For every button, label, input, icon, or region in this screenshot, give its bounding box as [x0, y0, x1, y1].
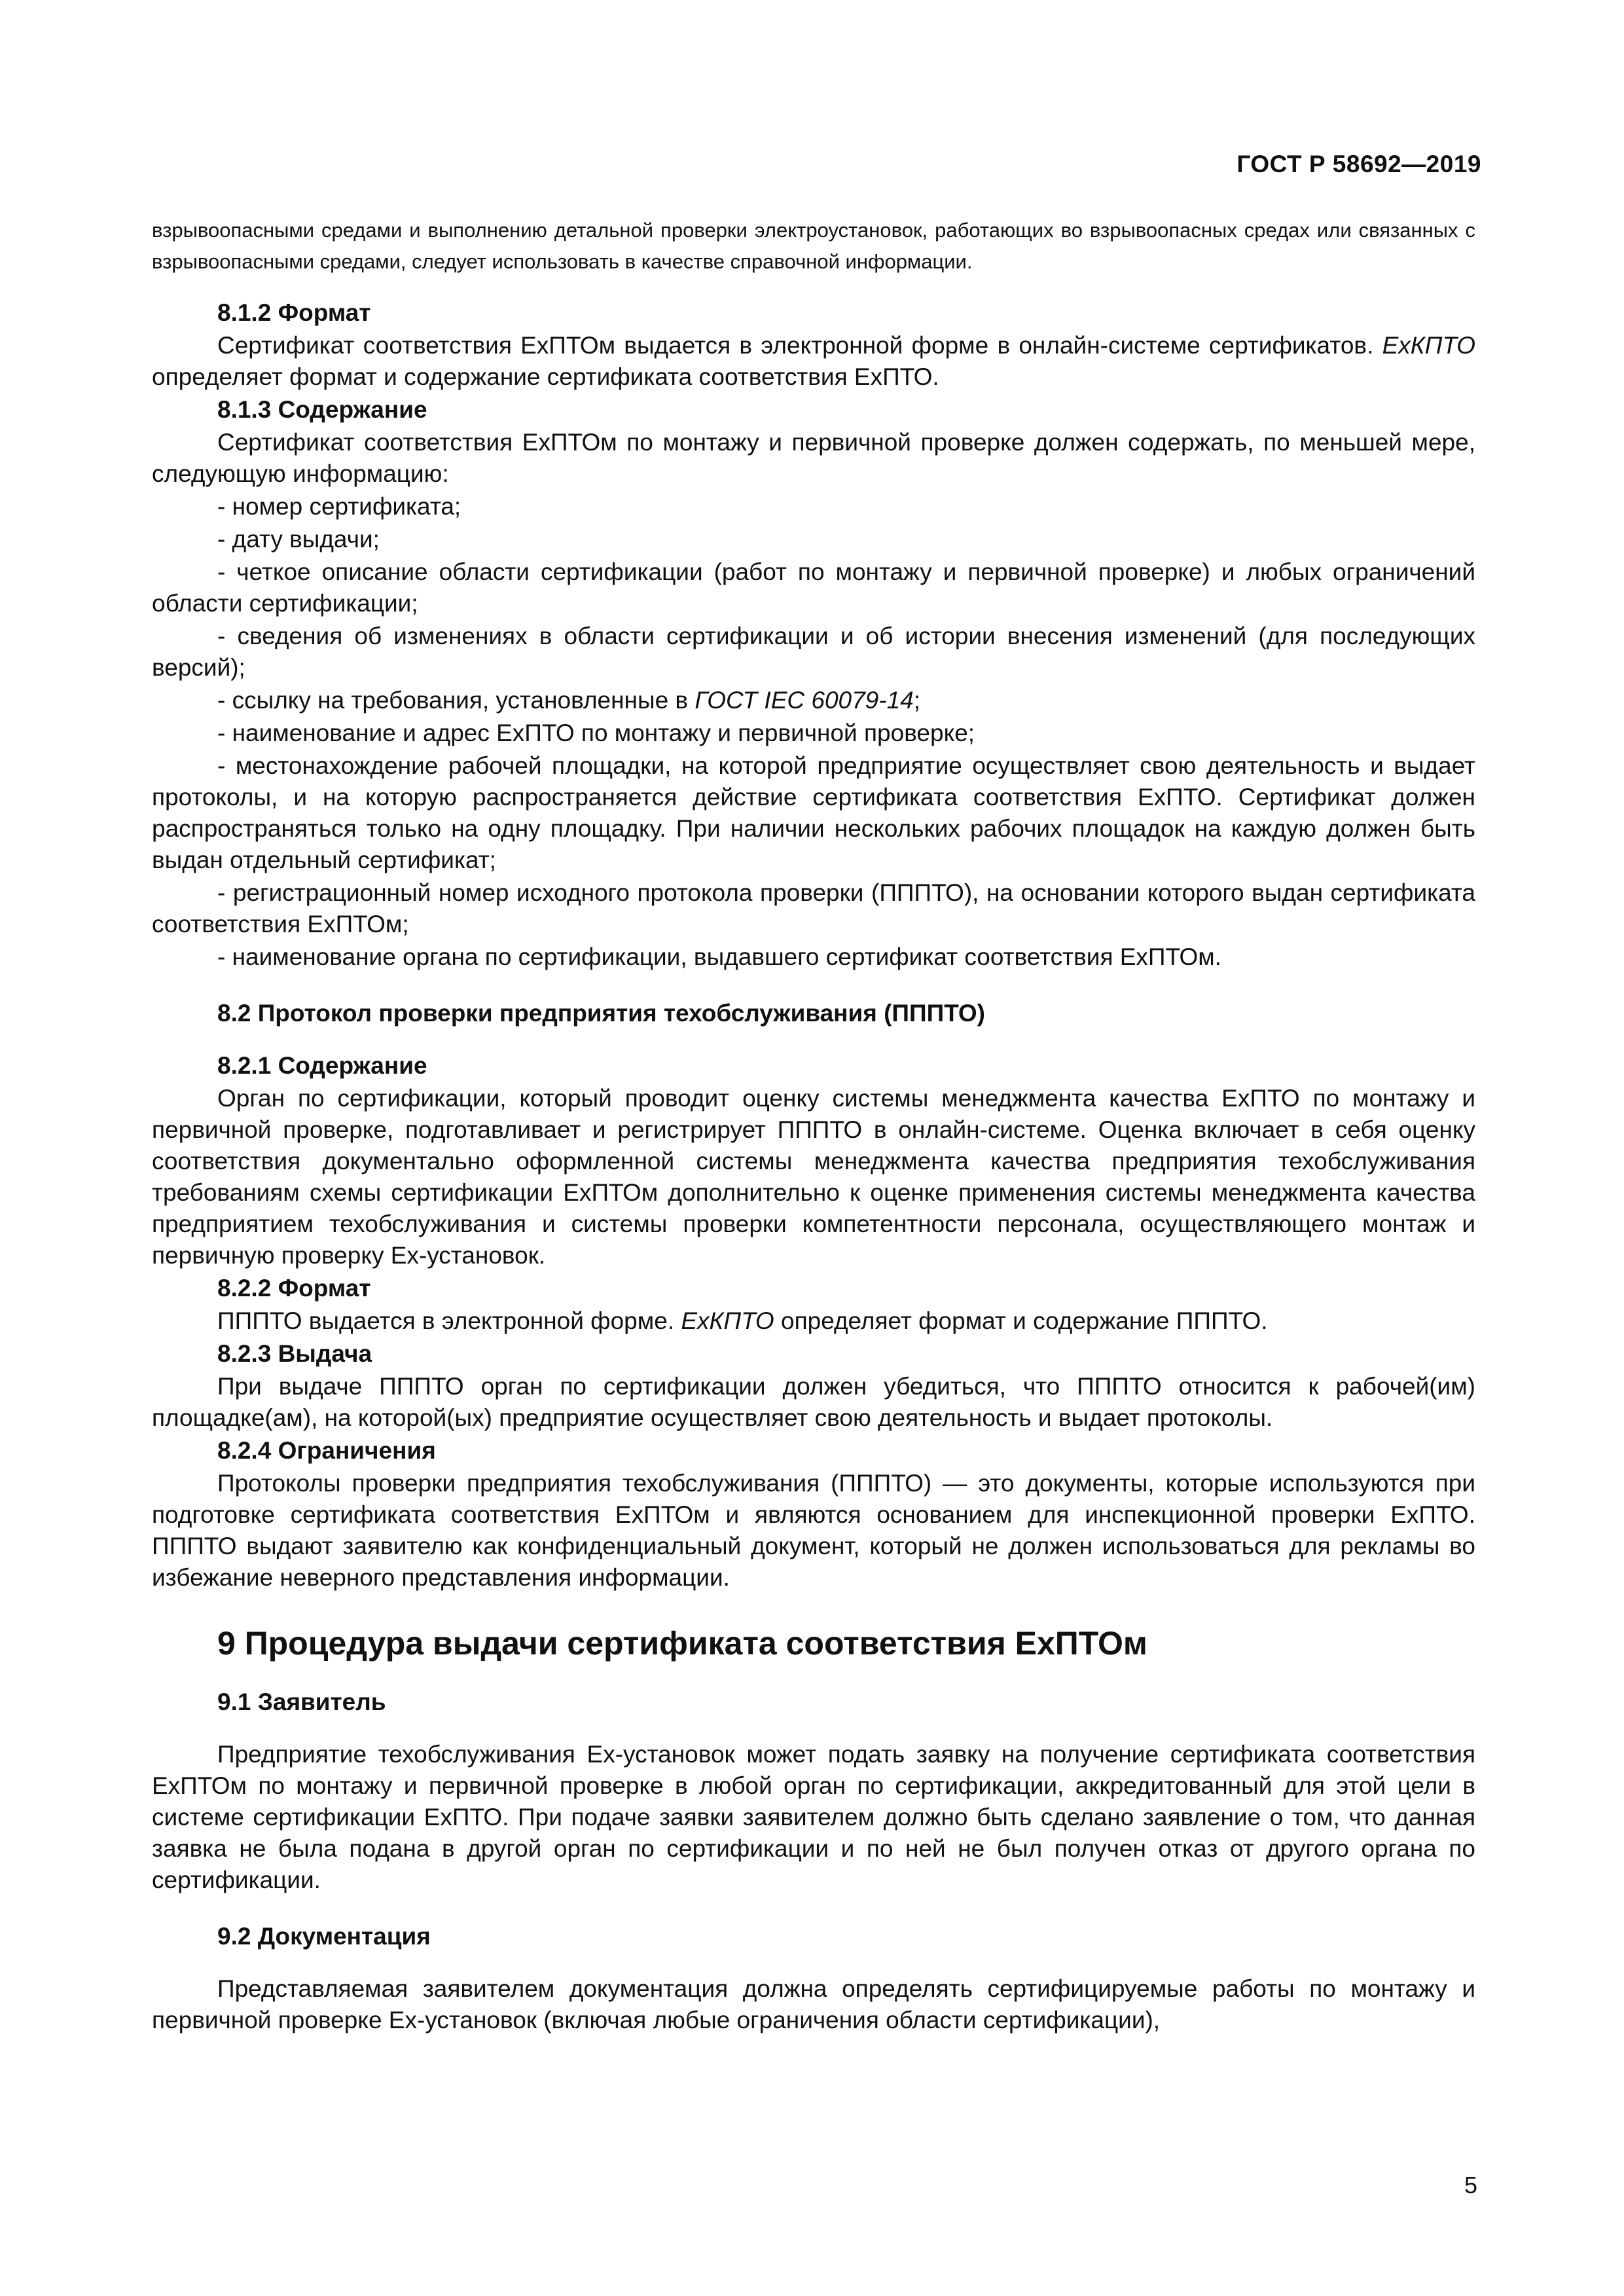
- heading-8-2-3: 8.2.3 Выдача: [217, 1340, 372, 1367]
- list-item: - четкое описание области сертификации (работ по монтажу и первичной проверке) и любых ограничений области сертификации;: [152, 558, 1475, 617]
- paragraph-8-1-3-intro: Сертификат соответствия ExПТОм по монтажу и первичной проверке должен содержать, по меньшей мере, следующую информацию:: [152, 429, 1475, 487]
- paragraph-8-2-3: При выдаче ПППТО орган по сертификации должен убедиться, что ПППТО относится к рабочей(им) площадке(ам), на которой(ых) предприятие осуществляет свою деятельность и выдает протоколы.: [152, 1373, 1475, 1431]
- paragraph-9-2: Представляемая заявителем документация должна определять сертифицируемые работы по монтажу и первичной проверке Ex-установок (включая любые ограничения области сертификации),: [152, 1975, 1475, 2033]
- continuation-paragraph: взрывоопасными средами и выполнению детальной проверки электроустановок, работающих во взрывоопасных средах или связанных с взрывоопасными средами, следует использовать в качестве справочной информации.: [152, 219, 1475, 273]
- list-item: - ссылку на требования, установленные в ГОСТ IEC 60079-14;: [217, 687, 921, 714]
- heading-9-2: 9.2 Документация: [217, 1923, 431, 1950]
- page-number: 5: [1464, 2172, 1477, 2198]
- list-item: - номер сертификата;: [217, 493, 461, 520]
- paragraph-9-1: Предприятие техобслуживания Ex-установок может подать заявку на получение сертификата соответствия ExПТОм по монтажу и первичной проверке в любой орган по сертификации, аккредитованный для этой цели в системе сертификации ExПТО. При подаче заявки заявителем должно быть сделано заявление о том, что данная заявка не была подана в другой орган по сертификации и по ней не был получен отказ от другого органа по сертификации.: [152, 1741, 1475, 1893]
- list-item: - регистрационный номер исходного протокола проверки (ПППТО), на основании которого выдан сертификата соответствия ExПТОм;: [152, 879, 1475, 938]
- paragraph-8-2-4: Протоколы проверки предприятия техобслуживания (ПППТО) — это документы, которые используются при подготовке сертификата соответствия ExПТОм и являются основанием для инспекционной проверки ExПТО. ПППТО выдают заявителю как конфиденциальный документ, который не должен использоваться для рекламы во избежание неверного представления информации.: [152, 1470, 1475, 1591]
- heading-8-2: 8.2 Протокол проверки предприятия техобслуживания (ПППТО): [217, 1000, 985, 1027]
- heading-9-1: 9.1 Заявитель: [217, 1688, 386, 1715]
- paragraph-8-2-1: Орган по сертификации, который проводит оценку системы менеджмента качества ExПТО по монтажу и первичной проверке, подготавливает и регистрирует ПППТО в онлайн-системе. Оценка включает в себя оценку соответствия документально оформленной системы менеджмента качества предприятия техобслуживания требованиям схемы сертификации ExПТОм дополнительно к оценке применения системы менеджмента качества предприятием техобслуживания и системы проверки компетентности персонала, осуществляющего монтаж и первичную проверку Ex-установок.: [152, 1085, 1475, 1269]
- paragraph-8-2-2: ПППТО выдается в электронной форме. ExКПТО определяет формат и содержание ПППТО.: [217, 1307, 1268, 1334]
- heading-8-2-2: 8.2.2 Формат: [217, 1275, 371, 1302]
- heading-8-2-1: 8.2.1 Содержание: [217, 1052, 427, 1079]
- reference-gost-iec: ГОСТ IEC 60079-14: [695, 687, 914, 714]
- list-item: - сведения об изменениях в области сертификации и об истории внесения изменений (для последующих версий);: [152, 623, 1475, 681]
- section-heading-9: 9 Процедура выдачи сертификата соответствия ExПТОм: [217, 1625, 1147, 1662]
- page-body: [152, 215, 1475, 2037]
- list-item: - наименование органа по сертификации, выдавшего сертификат соответствия ExПТОм.: [217, 943, 1221, 970]
- list-item: - местонахождение рабочей площадки, на которой предприятие осуществляет свою деятельность и выдает протоколы, и на которую распространяется действие сертификата соответствия ExПТО. Сертификат должен распространяться только на одну площадку. При наличии нескольких рабочих площадок на каждую должен быть выдан отдельный сертификат;: [152, 752, 1475, 873]
- reference-exkpto: ExКПТО: [1382, 332, 1475, 359]
- heading-8-1-2: 8.1.2 Формат: [217, 299, 371, 326]
- list-item: - наименование и адрес ExПТО по монтажу и первичной проверке;: [217, 720, 975, 746]
- list-item: - дату выдачи;: [217, 526, 380, 553]
- paragraph-8-1-2: Сертификат соответствия ExПТОм выдается в электронной форме в онлайн-системе сертификатов. ExКПТО определяет формат и содержание сертификата соответствия ExПТО.: [152, 332, 1475, 390]
- document-code: ГОСТ Р 58692—2019: [1236, 151, 1481, 177]
- heading-8-1-3: 8.1.3 Содержание: [217, 396, 427, 423]
- heading-8-2-4: 8.2.4 Ограничения: [217, 1437, 436, 1464]
- reference-exkpto: ExКПТО: [681, 1307, 774, 1334]
